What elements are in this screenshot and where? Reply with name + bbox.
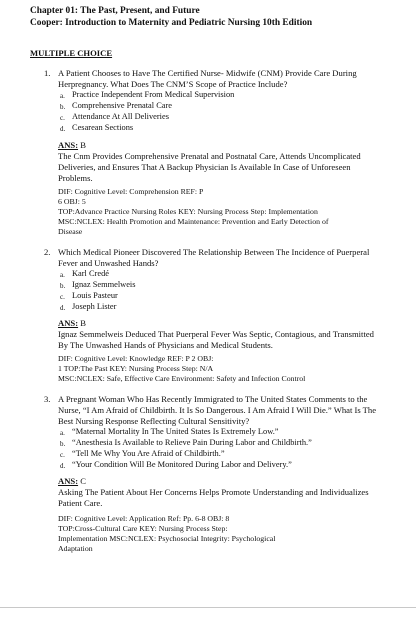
- answer-line: [58, 140, 86, 150]
- section-title: MULTIPLE CHOICE: [30, 48, 113, 58]
- meta-line: Implementation MSC:NCLEX: Psychosocial Integrity: Psychological: [58, 534, 276, 543]
- book-title: Cooper: Introduction to Maternity and Pediatric Nursing 10th Edition: [30, 18, 313, 28]
- meta-line: 6 OBJ: 5: [58, 197, 86, 206]
- question-stem: A Patient Chooses to Have The Certified Nurse- Midwife (CNM) Provide Care During Herpregnancy. What Does The CNM’S Scope of Practice Include?: [58, 68, 357, 89]
- question-stem: Which Medical Pioneer Discovered The Relationship Between The Incidence of Puerperal Fever and Unwashed Hands?: [58, 247, 370, 268]
- meta-line: 1 TOP:The Past KEY: Nursing Process Step: N/A: [58, 364, 214, 373]
- meta-line: TOP:Advance Practice Nursing Roles KEY: Nursing Process Step: Implementation: [58, 207, 318, 216]
- option-text: “Maternal Mortality In The United States Is Extremely Low.”: [72, 427, 279, 436]
- meta-line: MSC:NCLEX: Safe, Effective Care Environment: Safety and Infection Control: [58, 374, 306, 383]
- option-letter: c.: [60, 451, 65, 459]
- option-text: Joseph Lister: [72, 302, 117, 311]
- option-text: Attendance At All Deliveries: [72, 112, 169, 121]
- option-letter: c.: [60, 293, 65, 301]
- page-bottom-divider: [0, 607, 416, 608]
- answer-label: ANS:: [58, 476, 79, 486]
- option-text: “Anesthesia Is Available to Relieve Pain During Labor and Childbirth.”: [72, 438, 312, 447]
- question-number: 2.: [44, 247, 51, 257]
- question-stem: A Pregnant Woman Who Has Recently Immigrated to The United States Comments to the Nurse, “I Am Afraid of Childbirth. It Is So Dangerous. I Am Afraid I Will Die.” What Is The Best Nursing Response Reflecting Cultural Sensitivity?: [58, 394, 377, 426]
- meta-line: DIF: Cognitive Level: Knowledge REF: P 2 OBJ:: [58, 354, 214, 363]
- chapter-title: Chapter 01: The Past, Present, and Future: [30, 6, 200, 16]
- rationale: The Cnm Provides Comprehensive Prenatal and Postnatal Care, Attends Uncomplicated Deliveries, and Ensures That A Backup Physician Is Available In Case of Unforeseen Problems.: [58, 151, 361, 183]
- answer-line: [58, 476, 86, 486]
- meta-line: Adaptation: [58, 544, 93, 553]
- option-text: Cesarean Sections: [72, 123, 134, 132]
- answer-value: C: [80, 476, 86, 486]
- answer-label: ANS:: [58, 140, 79, 150]
- option-letter: a.: [60, 271, 65, 279]
- option-text: “Tell Me Why You Are Afraid of Childbirth.”: [72, 449, 225, 458]
- option-letter: a.: [60, 92, 65, 100]
- meta-line: DIF: Cognitive Level: Application Ref: Pp. 6-8 OBJ: 8: [58, 514, 230, 523]
- option-text: Comprehensive Prenatal Care: [72, 101, 173, 110]
- option-text: Karl Credé: [72, 269, 109, 278]
- meta-line: DIF: Cognitive Level: Comprehension REF: P: [58, 187, 204, 196]
- answer-label: ANS:: [58, 318, 79, 328]
- question-number: 1.: [44, 68, 51, 78]
- option-text: Ignaz Semmelweis: [72, 280, 136, 289]
- answer-value: B: [80, 140, 86, 150]
- rationale: Asking The Patient About Her Concerns Helps Promote Understanding and Individualizes Patient Care.: [58, 487, 369, 508]
- option-letter: b.: [60, 103, 66, 111]
- answer-value: B: [80, 318, 86, 328]
- meta-line: MSC:NCLEX: Health Promotion and Maintenance: Prevention and Early Detection of: [58, 217, 329, 226]
- answer-line: [58, 318, 86, 328]
- rationale: Ignaz Semmelweis Deduced That Puerperal Fever Was Septic, Contagious, and Transmitted By The Unwashed Hands of Physicians and Medical Students.: [58, 329, 374, 350]
- option-text: “Your Condition Will Be Monitored During Labor and Delivery.”: [72, 460, 292, 469]
- option-letter: a.: [60, 429, 65, 437]
- option-letter: d.: [60, 125, 66, 133]
- option-letter: d.: [60, 304, 66, 312]
- question-number: 3.: [44, 394, 51, 404]
- option-letter: c.: [60, 114, 65, 122]
- meta-line: Disease: [58, 227, 83, 236]
- meta-line: TOP:Cross-Cultural Care KEY: Nursing Process Step:: [58, 524, 228, 533]
- option-text: Practice Independent From Medical Supervision: [72, 90, 235, 99]
- option-text: Louis Pasteur: [72, 291, 118, 300]
- option-letter: b.: [60, 282, 66, 290]
- option-letter: b.: [60, 440, 66, 448]
- option-letter: d.: [60, 462, 66, 470]
